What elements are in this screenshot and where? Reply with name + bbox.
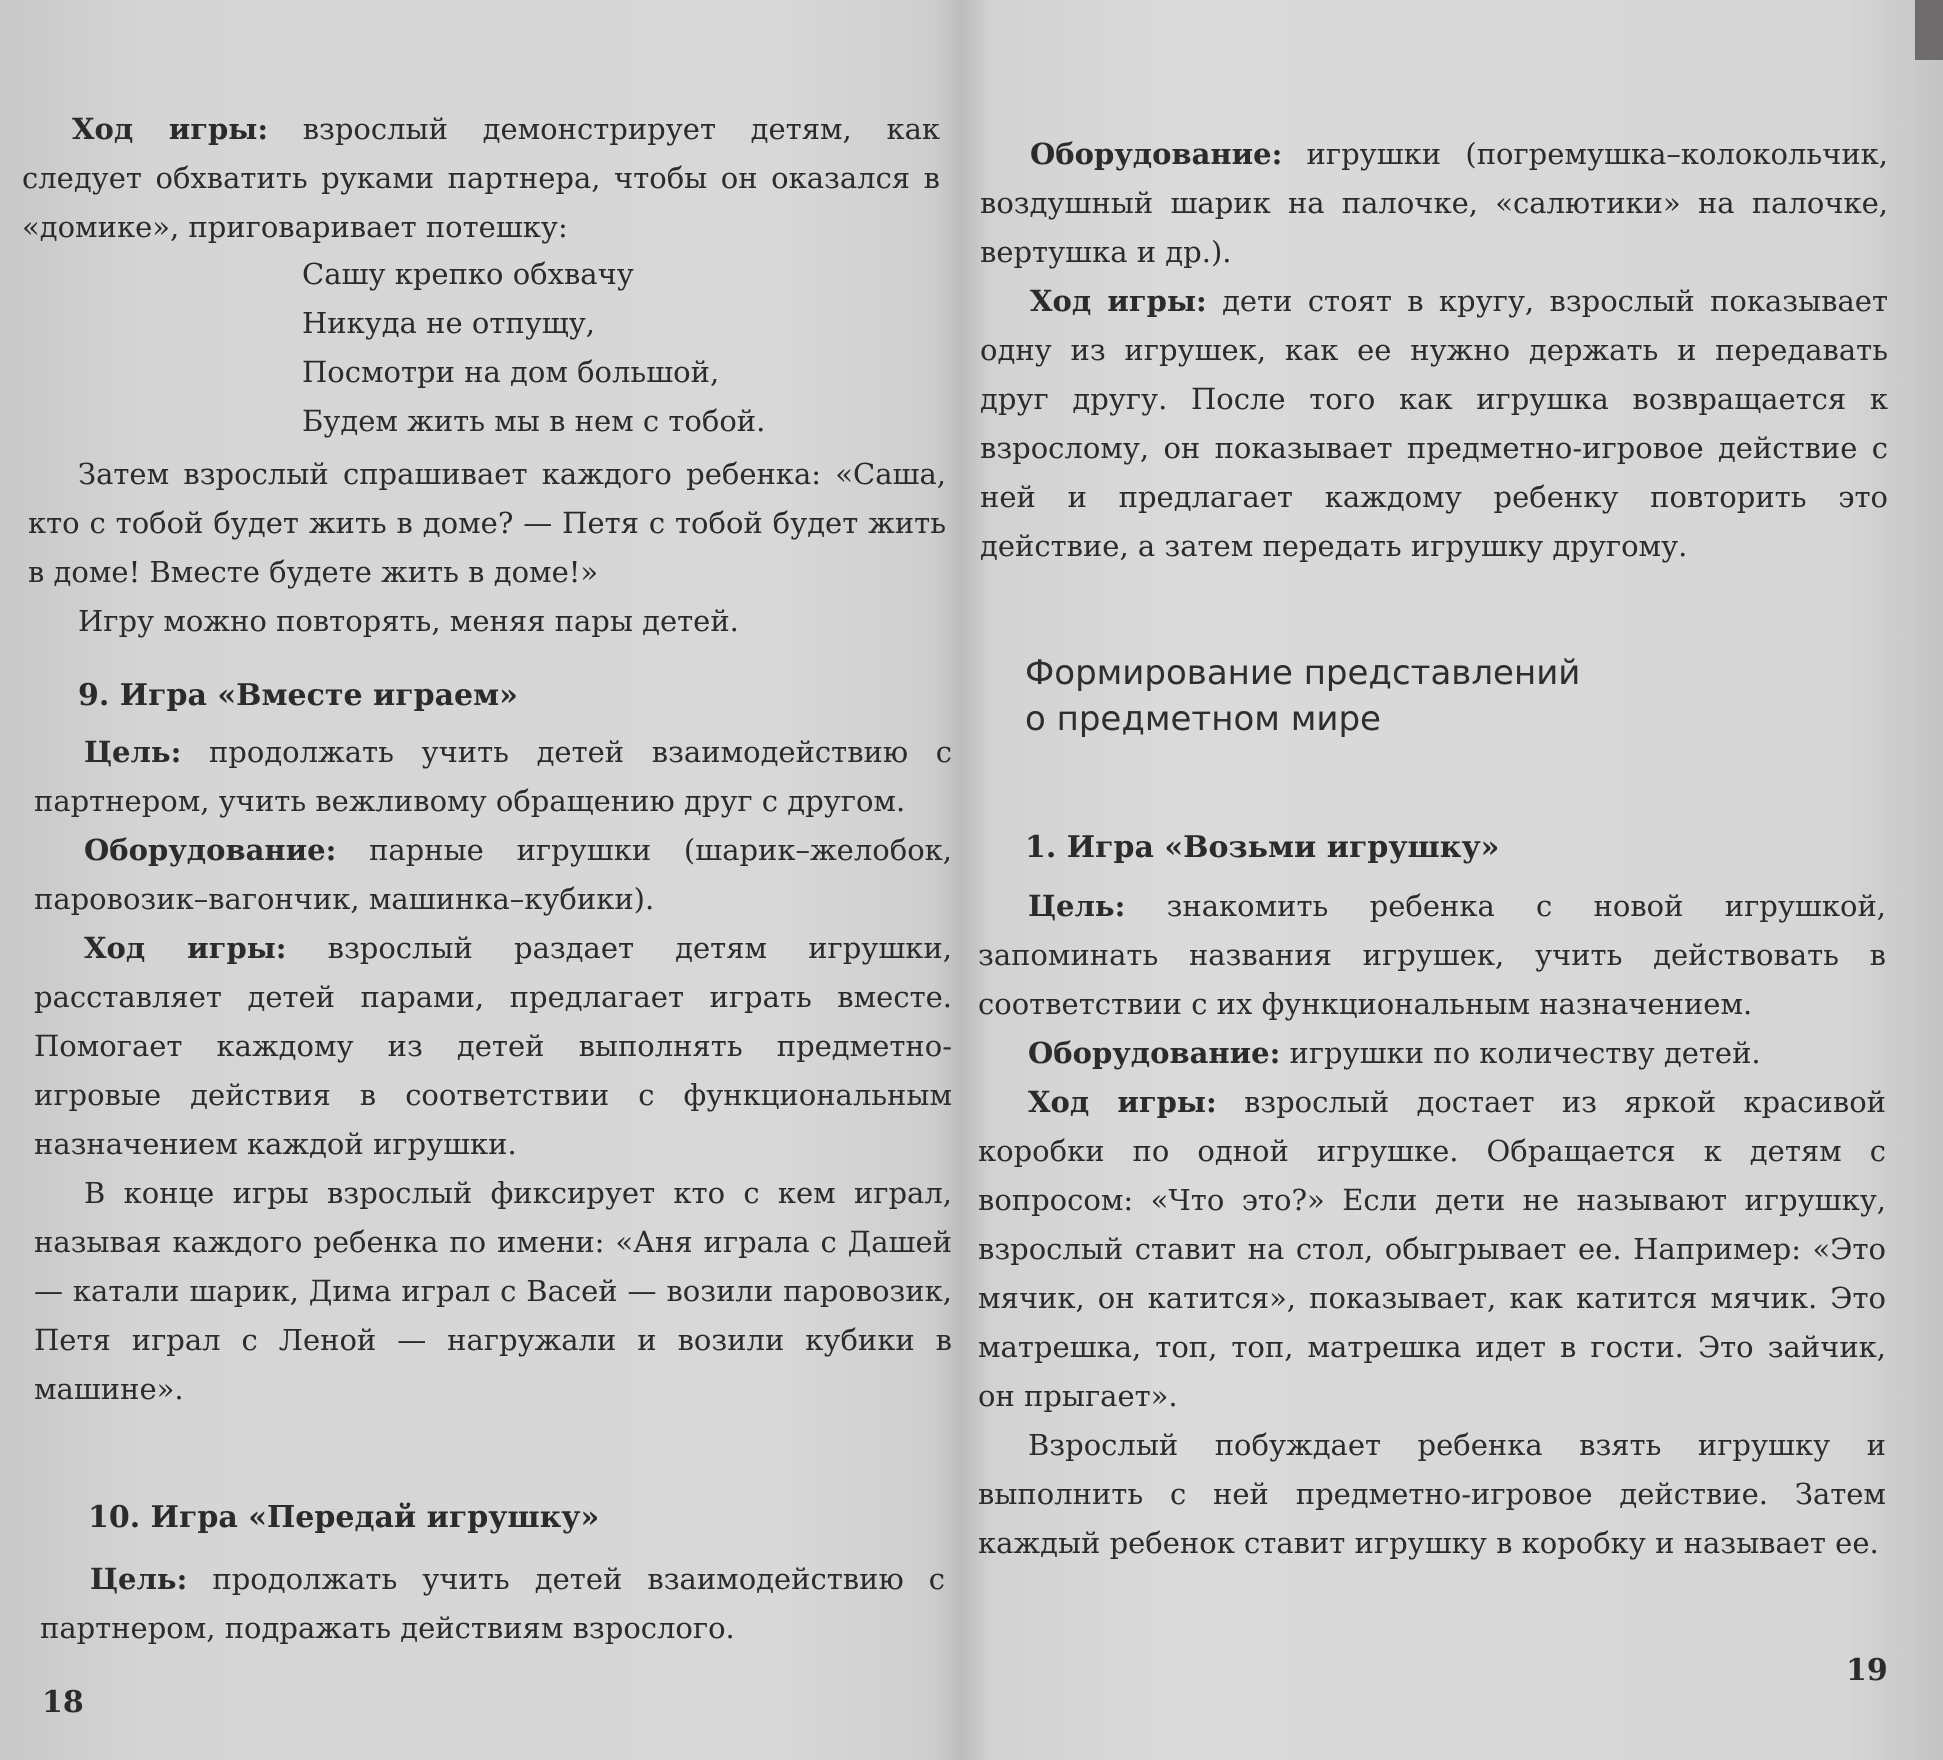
course-text: дети стоят в кругу, взрослый показывает одну из игрушек, как ее нужно держать и передавать друг другу. После того как игрушка возвращается к взрослому, он показывает предметно-игровое действие с ней и предлагает каждому ребенку повторить это действие, а затем передать игрушку другому. bbox=[980, 284, 1888, 563]
equipment-label: Оборудование: bbox=[84, 833, 337, 867]
page-corner bbox=[1915, 0, 1943, 60]
final-text: Взрослый побуждает ребенка взять игрушку и выполнить с ней предметно-игровое действие. Затем каждый ребенок ставит игрушку в коробку и называет ее. bbox=[978, 1428, 1886, 1560]
course-text: взрослый достает из яркой красивой коробки по одной игрушке. Обращается к детям с вопросом: «Что это?» Если дети не называют игрушку, взрослый ставит на стол, обыгрывает ее. Например: «Это мячик, он катится», показывает, как катится мячик. Это матрешка, топ, топ, матрешка идет в гости. Это зайчик, он прыгает». bbox=[978, 1085, 1886, 1413]
game1-body bbox=[978, 882, 1886, 1568]
poem-line: Будем жить мы в нем с тобой. bbox=[302, 404, 766, 438]
goal-text: знакомить ребенка с новой игрушкой, запоминать названия игрушек, учить действовать в соответствии с их функциональным назначением. bbox=[978, 889, 1886, 1021]
goal-text: продолжать учить детей взаимодействию с партнером, подражать действиям взрослого. bbox=[40, 1562, 945, 1645]
goal-label: Цель: bbox=[84, 735, 182, 769]
course-text: взрослый раздает детям игрушки, расставляет детей парами, предлагает играть вместе. Помогает каждому из детей выполнять предметно-игровые действия в соответствии с функциональным назначением каждой игрушки. bbox=[34, 931, 952, 1161]
page-number-right: 19 bbox=[1846, 1653, 1888, 1688]
game10-continued-body bbox=[980, 130, 1888, 571]
course-label: Ход игры: bbox=[1028, 1085, 1217, 1119]
section-title-line: Формирование представлений bbox=[1025, 653, 1581, 693]
goal-text: продолжать учить детей взаимодействию с партнером, учить вежливому обращению друг с другом. bbox=[34, 735, 952, 818]
game8-course-paragraph bbox=[22, 105, 940, 252]
course-label: Ход игры: bbox=[1030, 284, 1207, 318]
game9-title: 9. Игра «Вместе играем» bbox=[78, 678, 518, 713]
equipment-text: игрушки (погремушка–колокольчик, воздушный шарик на палочке, «салютики» на палочке, вертушка и др.). bbox=[980, 137, 1888, 269]
goal-label: Цель: bbox=[90, 1562, 188, 1596]
course-label: Ход игры: bbox=[84, 931, 287, 965]
poem-line: Посмотри на дом большой, bbox=[302, 355, 720, 389]
game10-body bbox=[40, 1555, 945, 1653]
page-number-left: 18 bbox=[42, 1685, 84, 1720]
left-page bbox=[0, 0, 960, 1760]
equipment-text: игрушки по количеству детей. bbox=[1280, 1036, 1761, 1070]
poem-line: Никуда не отпущу, bbox=[302, 306, 596, 340]
question-text: Затем взрослый спрашивает каждого ребенка: «Саша, кто с тобой будет жить в доме? — Петя с тобой будет жить в доме! Вместе будете жить в доме!» bbox=[28, 457, 946, 589]
game1-title: 1. Игра «Возьми игрушку» bbox=[1025, 830, 1500, 865]
poem-line: Сашу крепко обхвачу bbox=[302, 257, 634, 291]
equipment-label: Оборудование: bbox=[1028, 1036, 1281, 1070]
course-label: Ход игры: bbox=[72, 112, 269, 146]
equipment-text: парные игрушки (шарик–желобок, паровозик–вагончик, машинка–кубики). bbox=[34, 833, 952, 916]
repeat-text: Игру можно повторять, меняя пары детей. bbox=[78, 604, 739, 638]
section-title-line: о предметном мире bbox=[1025, 699, 1381, 739]
section-title bbox=[1025, 650, 1580, 742]
game8-question-paragraph bbox=[28, 450, 946, 646]
game9-body bbox=[34, 728, 952, 1414]
goal-label: Цель: bbox=[1028, 889, 1126, 923]
end-text: В конце игры взрослый фиксирует кто с кем играл, называя каждого ребенка по имени: «Аня играла с Дашей — катали шарик, Дима играл с Васей — возили паровозик, Петя играл с Леной — нагружали и возили кубики в машине». bbox=[34, 1176, 952, 1406]
nursery-rhyme bbox=[302, 250, 765, 446]
right-page bbox=[960, 0, 1943, 1760]
game10-title: 10. Игра «Передай игрушку» bbox=[88, 1500, 600, 1535]
course-text: взрослый демонстрирует детям, как следует обхватить руками партнера, чтобы он оказался в «домике», приговаривает потешку: bbox=[22, 112, 940, 244]
equipment-label: Оборудование: bbox=[1030, 137, 1283, 171]
